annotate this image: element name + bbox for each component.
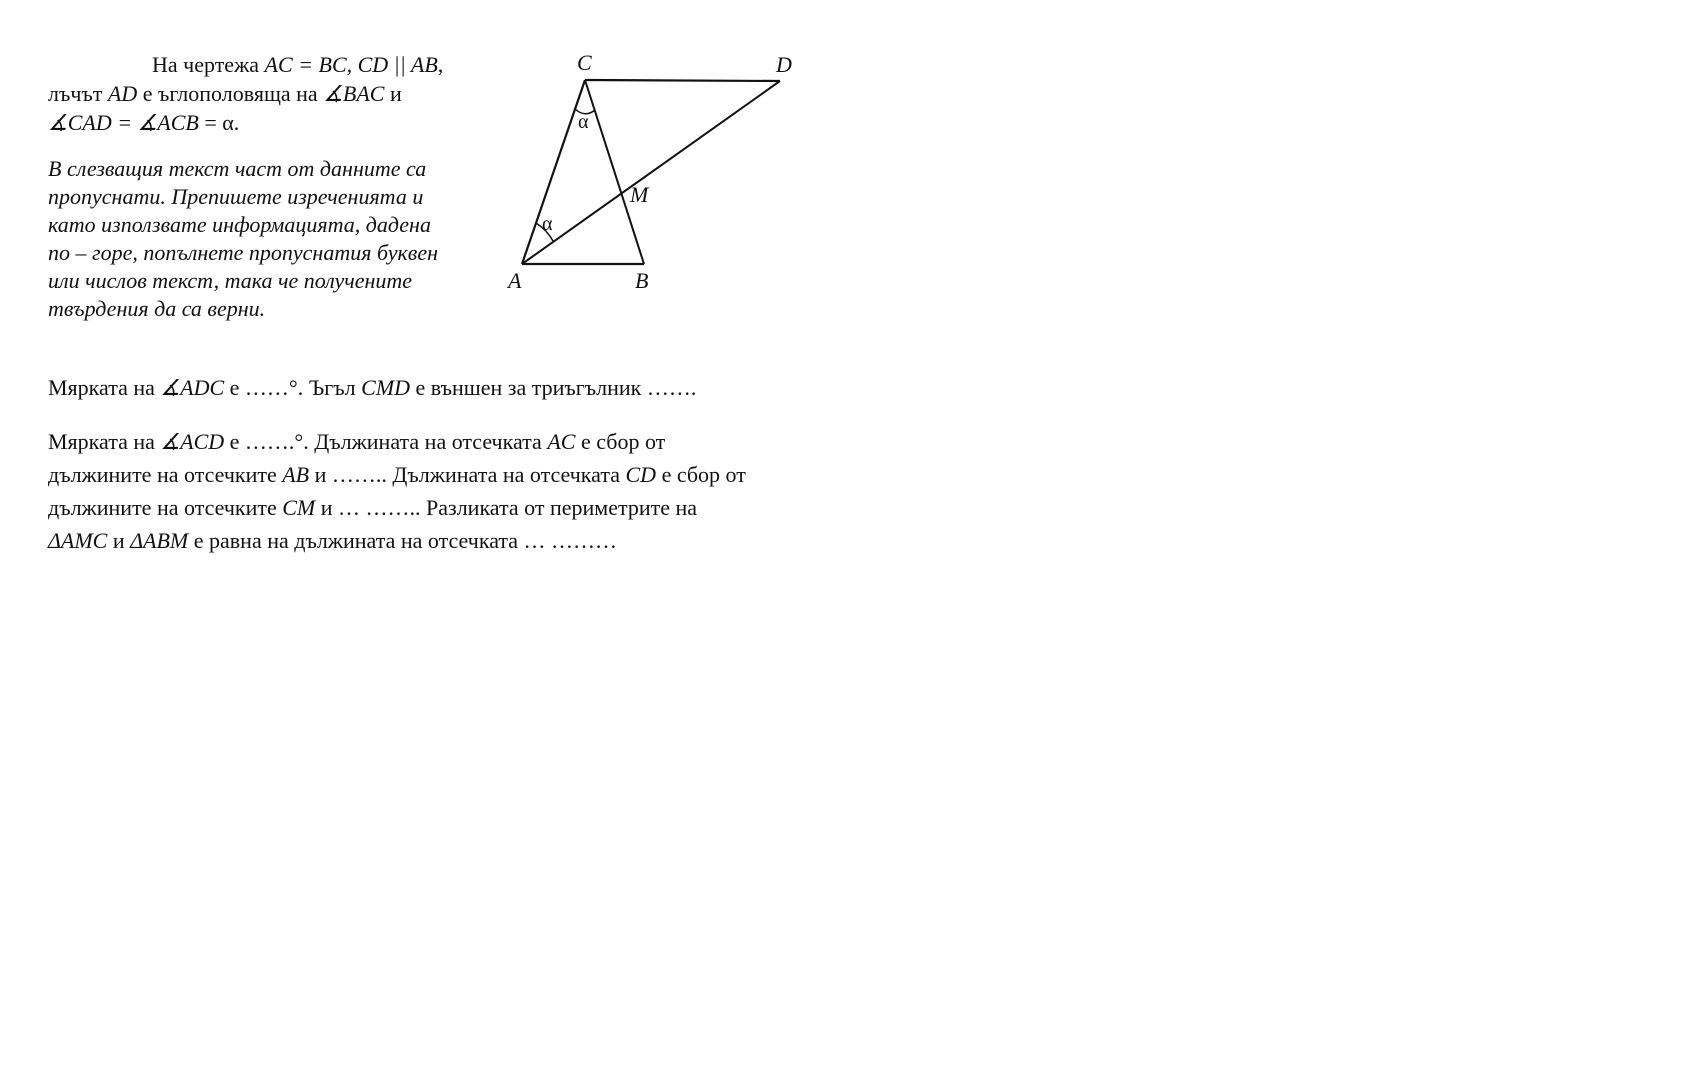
statement-math: ΔAMC xyxy=(48,528,108,553)
label-a: A xyxy=(508,268,522,293)
label-c: C xyxy=(577,50,592,75)
statement-text: е сбор от xyxy=(575,429,666,454)
angle-label-top: α xyxy=(578,111,589,133)
statement-text: е външен за триъгълник ……. xyxy=(410,375,697,400)
statement-text: е ……°. Ъгъл xyxy=(224,375,362,400)
statement-text: дължините на отсечките xyxy=(48,462,283,487)
statement-2 xyxy=(48,425,868,557)
label-m: M xyxy=(630,182,649,207)
statement-text: и xyxy=(107,528,131,553)
statement-text: и … …….. Разликата от периметрите на xyxy=(315,495,698,520)
statement-1 xyxy=(48,373,868,403)
intro-text: лъчът xyxy=(48,81,108,106)
statement-2-line-3 xyxy=(48,491,868,524)
statement-math: CMD xyxy=(361,375,411,400)
statement-2-line-4 xyxy=(48,524,868,557)
instructions-line: В слезващия текст част от данните са xyxy=(48,156,427,181)
instructions-line: твърдения да са верни. xyxy=(48,296,266,321)
intro-text: = α. xyxy=(198,110,240,135)
statement-math: ∡ACD xyxy=(160,429,225,454)
instructions-line: като използвате информацията, дадена xyxy=(48,212,431,237)
intro-text: , xyxy=(437,52,444,77)
statement-text: е равна на дължината на отсечката … ……… xyxy=(188,528,618,553)
triangle-diagram xyxy=(500,50,810,300)
statement-2-line-1 xyxy=(48,425,868,458)
statement-math: CM xyxy=(282,495,316,520)
instructions-line: или числов текст, така че получените xyxy=(48,268,413,293)
geometry-figure xyxy=(500,50,810,300)
segment-cd xyxy=(585,80,780,81)
statement-text: е …….°. Дължината на отсечката xyxy=(224,429,548,454)
instructions-line: по – горе, попълнете пропуснатия буквен xyxy=(48,240,439,265)
statement-text: Мярката на xyxy=(48,429,161,454)
statement-text: Мярката на xyxy=(48,375,161,400)
intro-math: AC = BC, CD || AB xyxy=(264,52,438,77)
statement-math: ∡ADC xyxy=(160,375,225,400)
intro-math: ∡CAD = ∡ACB xyxy=(48,110,199,135)
intro-line-2 xyxy=(48,79,508,108)
segment-ac xyxy=(522,80,585,264)
intro-line-3 xyxy=(48,108,508,137)
intro-text: и xyxy=(384,81,402,106)
statement-text: е сбор от xyxy=(656,462,746,487)
statement-math: CD xyxy=(625,462,657,487)
intro-text: На чертежа xyxy=(152,52,265,77)
statement-text: и …….. Дължината на отсечката xyxy=(309,462,626,487)
intro-line-1 xyxy=(48,50,508,79)
intro-text: е ъглополовяща на xyxy=(137,81,324,106)
intro-math: ∡BAC xyxy=(323,81,385,106)
segment-ad xyxy=(522,81,780,264)
segment-bc xyxy=(585,80,644,264)
intro-math: AD xyxy=(107,81,138,106)
label-b: B xyxy=(635,268,649,293)
problem-intro xyxy=(48,50,508,137)
statement-math: ΔABM xyxy=(130,528,189,553)
statement-math: AB xyxy=(282,462,310,487)
instructions-line: пропуснати. Препишете изреченията и xyxy=(48,184,424,209)
label-d: D xyxy=(776,52,792,77)
statement-math: AC xyxy=(547,429,576,454)
instructions-text xyxy=(48,155,498,323)
statement-2-line-2 xyxy=(48,458,868,491)
angle-label-bottom: α xyxy=(542,213,553,235)
statement-text: дължините на отсечките xyxy=(48,495,283,520)
